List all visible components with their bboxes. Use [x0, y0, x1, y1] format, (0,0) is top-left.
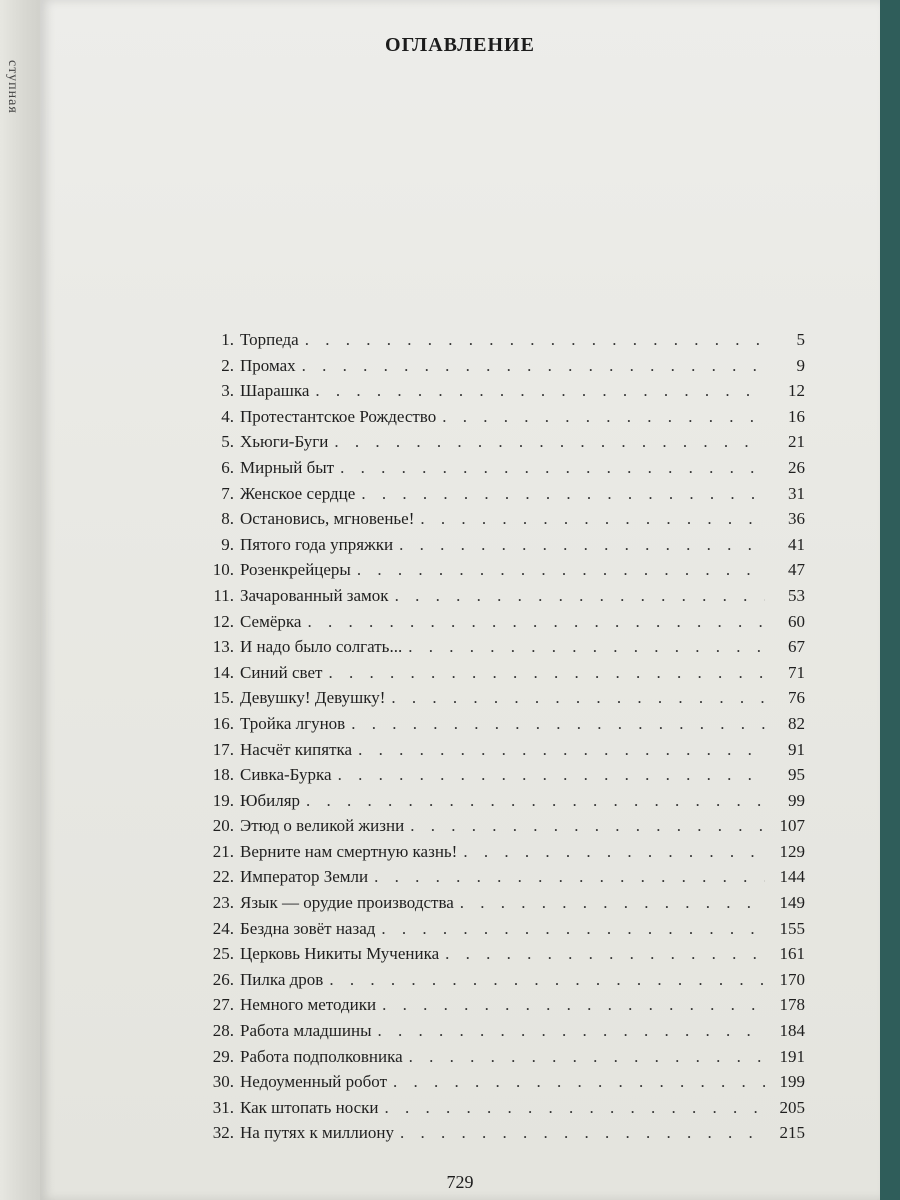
- toc-entry-page: 199: [779, 1072, 805, 1092]
- toc-entry: [190, 1072, 805, 1098]
- dot-leader: [420, 509, 765, 529]
- toc-entry-title: Девушку! Девушку!: [240, 688, 386, 708]
- toc-entry-number: 16.: [212, 713, 234, 733]
- toc-entry: [190, 816, 805, 842]
- toc-entry-number: 32.: [212, 1123, 234, 1143]
- toc-entry: [190, 740, 805, 766]
- toc-entry: [190, 663, 805, 689]
- toc-entry: [190, 995, 805, 1021]
- toc-entry-title: Сивка-Бурка: [240, 765, 332, 785]
- toc-entry: [190, 791, 805, 817]
- toc-entry-number: 4.: [221, 406, 234, 426]
- toc-entry-number: 29.: [212, 1046, 234, 1066]
- toc-entry-page: 60: [788, 611, 805, 631]
- toc-entry-title: Недоуменный робот: [240, 1072, 387, 1092]
- toc-entry-page: 47: [788, 560, 805, 580]
- toc-entry-page: 191: [779, 1046, 805, 1066]
- toc-entry: [190, 535, 805, 561]
- toc-entry: [190, 944, 805, 970]
- toc-entry-number: 21.: [212, 841, 234, 861]
- toc-entry-number: 6.: [221, 457, 234, 477]
- toc-entry: [190, 1098, 805, 1124]
- dot-leader: [442, 407, 765, 427]
- toc-entry-page: 155: [779, 918, 805, 938]
- toc-entry-number: 13.: [212, 637, 234, 657]
- toc-entry-title: Работа подполковника: [240, 1046, 403, 1066]
- toc-entry: [190, 867, 805, 893]
- toc-entry: [190, 765, 805, 791]
- toc-entry-title: Женское сердце: [240, 483, 356, 503]
- toc-entry: [190, 356, 805, 382]
- dot-leader: [393, 1072, 765, 1092]
- toc-entry-title: Этюд о великой жизни: [240, 816, 405, 836]
- toc-entry-title: Работа младшины: [240, 1021, 372, 1041]
- toc-entry-page: 91: [788, 739, 805, 759]
- toc-entry-title: Промах: [240, 355, 296, 375]
- toc-entry: [190, 509, 805, 535]
- toc-entry-number: 22.: [212, 867, 234, 887]
- toc-entry: [190, 637, 805, 663]
- dot-leader: [334, 432, 765, 452]
- toc-entry: [190, 432, 805, 458]
- dot-leader: [395, 586, 765, 606]
- toc-entry-number: 25.: [212, 944, 234, 964]
- toc-entry-number: 24.: [212, 918, 234, 938]
- dot-leader: [445, 944, 765, 964]
- toc-entry-page: 184: [779, 1021, 805, 1041]
- dot-leader: [329, 970, 765, 990]
- toc-entry-page: 21: [788, 432, 805, 452]
- toc-entry-page: 76: [788, 688, 805, 708]
- dot-leader: [374, 867, 765, 887]
- dot-leader: [382, 995, 765, 1015]
- toc-entry: [190, 919, 805, 945]
- toc-entry-number: 19.: [212, 790, 234, 810]
- page-title: ОГЛАВЛЕНИЕ: [385, 34, 535, 56]
- toc-entry-title: Император Земли: [240, 867, 369, 887]
- toc-entry-title: Мирный быт: [240, 457, 335, 477]
- dot-leader: [340, 458, 765, 478]
- dot-leader: [378, 1021, 765, 1041]
- dot-leader: [408, 637, 765, 657]
- toc-entry: [190, 458, 805, 484]
- toc-entry-title: На путях к миллиону: [240, 1123, 394, 1143]
- dot-leader: [305, 330, 765, 350]
- toc-entry-page: 99: [788, 790, 805, 810]
- toc-entry: [190, 970, 805, 996]
- toc-entry-number: 20.: [212, 816, 234, 836]
- toc-entry-title: И надо было солгать...: [240, 637, 403, 657]
- toc-entry-title: Розенкрейцеры: [240, 560, 351, 580]
- toc-entry-title: Пилка дров: [240, 969, 324, 989]
- facing-page-text: ступная: [5, 60, 20, 114]
- toc-entry-number: 18.: [212, 765, 234, 785]
- toc-entry: [190, 484, 805, 510]
- toc-entry-title: Протестантское Рождество: [240, 406, 437, 426]
- toc-entry-number: 5.: [221, 432, 234, 452]
- toc-entry-number: 1.: [221, 330, 234, 349]
- toc-entry-page: 144: [779, 867, 805, 887]
- dot-leader: [302, 356, 765, 376]
- toc-entry-page: 129: [779, 841, 805, 861]
- dot-leader: [410, 816, 765, 836]
- toc-entry-number: 14.: [212, 662, 234, 682]
- toc-entry-number: 3.: [221, 381, 234, 401]
- dot-leader: [361, 484, 765, 504]
- toc-entry-title: Немного методики: [240, 995, 377, 1015]
- toc-entry-page: 31: [788, 483, 805, 503]
- toc-entry-page: 149: [779, 893, 805, 913]
- book-page: [40, 0, 880, 1200]
- toc-entry-page: 36: [788, 509, 805, 529]
- toc-entry-title: Церковь Никиты Мученика: [240, 944, 440, 964]
- dot-leader: [399, 535, 765, 555]
- dot-leader: [307, 612, 765, 632]
- toc-entry: [190, 381, 805, 407]
- toc-entry-number: 27.: [212, 995, 234, 1015]
- toc-entry-page: 67: [788, 637, 805, 657]
- toc-entry-page: 5: [796, 330, 805, 349]
- toc-entry-number: 2.: [221, 355, 234, 375]
- toc-entry-number: 17.: [212, 739, 234, 759]
- toc-entry-page: 16: [788, 406, 805, 426]
- toc-entry-page: 26: [788, 457, 805, 477]
- toc-entry-number: 12.: [212, 611, 234, 631]
- toc-entry: [190, 842, 805, 868]
- toc-entry-number: 31.: [212, 1097, 234, 1117]
- toc-entry: [190, 560, 805, 586]
- toc-entry-page: 12: [788, 381, 805, 401]
- toc-entry-page: 161: [779, 944, 805, 964]
- dot-leader: [460, 893, 765, 913]
- dot-leader: [315, 381, 765, 401]
- toc-entry-title: Бездна зовёт назад: [240, 918, 376, 938]
- toc-entry-number: 10.: [212, 560, 234, 580]
- dot-leader: [385, 1098, 765, 1118]
- toc-entry-title: Как штопать носки: [240, 1097, 379, 1117]
- toc-entry-number: 26.: [212, 969, 234, 989]
- toc-entry-page: 178: [779, 995, 805, 1015]
- dot-leader: [306, 791, 765, 811]
- toc-entry-title: Верните нам смертную казнь!: [240, 841, 458, 861]
- toc-entry-page: 82: [788, 713, 805, 733]
- toc-entry: [190, 1021, 805, 1047]
- toc-entry-page: 205: [779, 1097, 805, 1117]
- toc-entry-page: 107: [779, 816, 805, 836]
- toc-entry: [190, 893, 805, 919]
- dot-leader: [381, 919, 765, 939]
- dot-leader: [400, 1123, 765, 1143]
- toc-entry-page: 215: [779, 1123, 805, 1143]
- toc-entry: [190, 688, 805, 714]
- toc-entry-title: Хьюги-Буги: [240, 432, 329, 452]
- toc-entry-page: 71: [788, 662, 805, 682]
- toc-entry-title: Торпеда: [240, 330, 299, 349]
- toc-entry-page: 41: [788, 534, 805, 554]
- dot-leader: [338, 765, 765, 785]
- toc-entry-page: 170: [779, 969, 805, 989]
- toc-entry-number: 28.: [212, 1021, 234, 1041]
- toc-entry-title: Тройка лгунов: [240, 713, 346, 733]
- toc-entry-title: Пятого года упряжки: [240, 534, 394, 554]
- toc-entry-page: 95: [788, 765, 805, 785]
- toc-entry: [190, 1047, 805, 1073]
- toc-entry-title: Синий свет: [240, 662, 323, 682]
- dot-leader: [463, 842, 765, 862]
- toc-entry-number: 30.: [212, 1072, 234, 1092]
- table-of-contents: [190, 330, 805, 1149]
- toc-entry-title: Остановись, мгновенье!: [240, 509, 415, 529]
- dot-leader: [409, 1047, 765, 1067]
- toc-entry-title: Насчёт кипятка: [240, 739, 353, 759]
- toc-entry-title: Юбиляр: [240, 790, 301, 810]
- page-number: 729: [446, 1172, 474, 1192]
- toc-entry: [190, 330, 805, 356]
- toc-entry-page: 9: [796, 355, 805, 375]
- toc-entry-number: 15.: [212, 688, 234, 708]
- dot-leader: [328, 663, 765, 683]
- toc-entry-number: 11.: [213, 585, 234, 605]
- dot-leader: [351, 714, 765, 734]
- toc-entry-title: Семёрка: [240, 611, 302, 631]
- toc-entry: [190, 612, 805, 638]
- toc-entry-page: 53: [788, 585, 805, 605]
- toc-entry-title: Шарашка: [240, 381, 310, 401]
- dot-leader: [358, 740, 765, 760]
- toc-entry-number: 8.: [221, 509, 234, 529]
- toc-entry-number: 23.: [212, 893, 234, 913]
- dot-leader: [391, 688, 765, 708]
- toc-entry: [190, 407, 805, 433]
- dot-leader: [357, 560, 765, 580]
- toc-entry: [190, 586, 805, 612]
- toc-entry-title: Язык — орудие производства: [240, 893, 454, 913]
- toc-entry-number: 7.: [221, 483, 234, 503]
- toc-entry: [190, 1123, 805, 1149]
- toc-entry-number: 9.: [221, 534, 234, 554]
- toc-entry-title: Зачарованный замок: [240, 585, 389, 605]
- toc-entry: [190, 714, 805, 740]
